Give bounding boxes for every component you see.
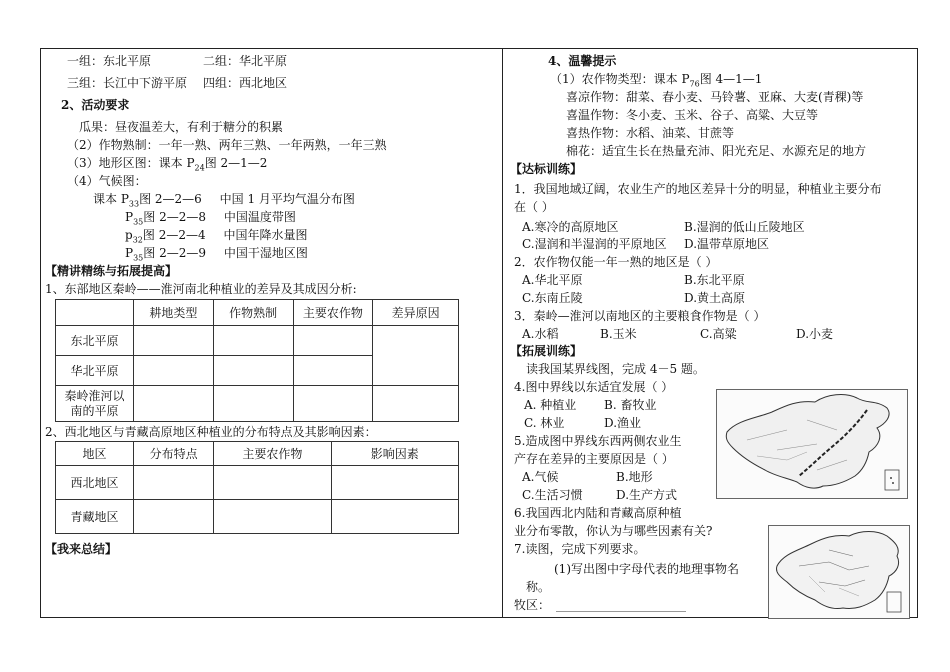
table-row — [56, 386, 459, 422]
section-summary: 【我来总结】 — [45, 542, 118, 556]
pasture-label: 牧区： — [514, 598, 551, 612]
climate-note: （4）气候图： — [67, 174, 147, 188]
hot-crops: 喜热作物：水稻、油菜、甘蔗等 — [566, 126, 735, 140]
table-row — [56, 466, 459, 500]
ref-title: 中国干湿地区图 — [223, 246, 308, 260]
q4-stem: 4.图中界线以东适宜发展（ ） — [514, 380, 674, 394]
melon-note: 瓜果：昼夜温差大，有利于糖分的积累 — [79, 120, 284, 134]
table-2-header-cell: 分布特点 — [134, 442, 214, 466]
ref-prefix: P — [125, 210, 134, 224]
column-divider — [502, 49, 503, 617]
q5-option-b[interactable]: B.地形 — [616, 470, 653, 484]
answer-cell[interactable] — [134, 326, 214, 356]
terrain-page: 24 — [194, 163, 205, 173]
tip-crop-types — [550, 72, 762, 91]
row-label: 西北地区 — [56, 466, 134, 500]
q4-option-d[interactable]: D.渔业 — [604, 416, 642, 430]
q4-option-c[interactable]: C. 林业 — [524, 416, 565, 430]
answer-cell[interactable] — [214, 466, 332, 500]
answer-cell[interactable] — [373, 386, 459, 422]
q4-option-a[interactable]: A. 种植业 — [524, 398, 577, 412]
mc1-option-c[interactable]: C.湿润和半湿润的平原地区 — [522, 237, 667, 251]
terrain-prefix: （3）地形区图：课本 P — [67, 156, 195, 170]
mc3-option-c[interactable]: C.高粱 — [700, 327, 737, 341]
answer-cell[interactable] — [293, 386, 373, 422]
mc3-option-a[interactable]: A.水稻 — [522, 327, 559, 341]
ref-prefix: P — [125, 246, 134, 260]
table-1 — [55, 299, 459, 422]
answer-cell[interactable] — [331, 500, 458, 534]
q4-option-b[interactable]: B. 畜牧业 — [604, 398, 657, 412]
china-regions-map-icon — [769, 526, 909, 618]
tip-page: 76 — [689, 79, 700, 89]
climate-ref-2 — [125, 210, 296, 229]
table-1-header — [56, 300, 459, 326]
answer-cell[interactable] — [373, 326, 459, 386]
table-1-header-cell — [56, 300, 134, 326]
table-row — [56, 326, 459, 356]
q5-option-c[interactable]: C.生活习惯 — [522, 488, 583, 502]
ref-title: 中国年降水量图 — [223, 228, 308, 242]
terrain-fig: 图 2—1—2 — [204, 156, 268, 170]
row-label: 东北平原 — [56, 326, 134, 356]
mc2-option-d[interactable]: D.黄土高原 — [684, 291, 746, 305]
china-outline-map-icon — [717, 390, 907, 498]
table-2 — [55, 441, 459, 534]
cool-crops: 喜凉作物：甜菜、春小麦、马铃薯、亚麻、大麦(青稞)等 — [566, 90, 864, 104]
mc2-option-b[interactable]: B.东北平原 — [684, 273, 745, 287]
ref-fig: 图 2—2—9 — [143, 246, 206, 260]
ripening-note: （2）作物熟制：一年一熟、两年三熟、一年两熟，一年三熟 — [67, 138, 387, 152]
ref-page: 32 — [132, 235, 143, 245]
ref-title: 中国温度带图 — [223, 210, 296, 224]
row-label: 青藏地区 — [56, 500, 134, 534]
section-tuozhan: 【拓展训练】 — [510, 344, 583, 358]
tips-heading: 4、温馨提示 — [548, 54, 617, 68]
table-2-header-cell: 主要农作物 — [214, 442, 332, 466]
answer-cell[interactable] — [134, 500, 214, 534]
mc1-option-a[interactable]: A.寒冷的高原地区 — [522, 220, 619, 234]
table-1-header-cell: 差异原因 — [373, 300, 459, 326]
terrain-note — [67, 156, 267, 175]
tip-prefix: （1）农作物类型：课本 P — [550, 72, 690, 86]
worksheet-page — [40, 48, 918, 618]
q5-stem: 5.造成图中界线东西两侧农业生 — [514, 434, 682, 448]
boundary-line-map — [716, 389, 908, 499]
ref-fig: 图 2—2—4 — [142, 228, 206, 242]
group-3: 三组：长江中下游平原 — [67, 76, 188, 90]
answer-cell[interactable] — [213, 326, 293, 356]
q5-option-a[interactable]: A.气候 — [522, 470, 559, 484]
section-dabiao: 【达标训练】 — [510, 162, 583, 176]
table-1-header-cell: 耕地类型 — [134, 300, 214, 326]
answer-cell[interactable] — [293, 326, 373, 356]
climate-ref-3 — [125, 228, 307, 247]
mc3-option-b[interactable]: B.玉米 — [600, 327, 637, 341]
activity-heading: 2、活动要求 — [61, 98, 130, 112]
mc3-option-d[interactable]: D.小麦 — [796, 327, 834, 341]
ref-fig: 图 2—2—6 — [139, 192, 202, 206]
answer-cell[interactable] — [213, 356, 293, 386]
pasture-answer-line[interactable] — [556, 611, 686, 612]
question-2: 2、西北地区与青藏高原地区种植业的分布特点及其影响因素： — [45, 425, 377, 439]
ref-prefix: 课本 P — [93, 192, 129, 206]
mc1-stem: 1．我国地域辽阔，农业生产的地区差异十分的明显，种植业主要分布 — [514, 182, 882, 196]
row-label: 秦岭淮河以南的平原 — [56, 386, 134, 422]
q7-stem: 7.读图，完成下列要求。 — [514, 542, 646, 556]
group-4: 四组：西北地区 — [203, 76, 288, 90]
right-column — [504, 49, 918, 617]
answer-cell[interactable] — [134, 356, 214, 386]
answer-cell[interactable] — [134, 466, 214, 500]
q6-stem: 6.我国西北内陆和青藏高原种植 — [514, 506, 682, 520]
lettered-region-map — [768, 525, 910, 619]
row-label: 华北平原 — [56, 356, 134, 386]
climate-ref-4 — [125, 246, 308, 265]
question-1: 1、东部地区秦岭——淮河南北种植业的差异及其成因分析: — [45, 282, 357, 296]
ref-page: 35 — [133, 217, 144, 227]
table-2-header-cell: 影响因素 — [331, 442, 458, 466]
answer-cell[interactable] — [134, 386, 214, 422]
ref-page: 33 — [128, 199, 140, 209]
table-row — [56, 500, 459, 534]
table-2-header — [56, 442, 459, 466]
mc3-stem: 3．秦岭—淮河以南地区的主要粮食作物是（ ） — [514, 309, 766, 323]
mc2-option-c[interactable]: C.东南丘陵 — [522, 291, 583, 305]
left-column — [41, 49, 501, 617]
climate-ref-1 — [93, 192, 355, 211]
table-2-header-cell: 地区 — [56, 442, 134, 466]
ref-title: 中国 1 月平均气温分布图 — [219, 192, 355, 206]
tip-fig: 图 4—1—1 — [699, 72, 763, 86]
answer-cell[interactable] — [293, 356, 373, 386]
ref-page: 35 — [133, 253, 144, 263]
cotton-note: 棉花：适宜生长在热量充沛、阳光充足、水源充足的地方 — [566, 144, 867, 158]
temperate-crops: 喜温作物：冬小麦、玉米、谷子、高粱、大豆等 — [566, 108, 819, 122]
q6-stem-cont: 业分布零散，你认为与哪些因素有关? — [514, 524, 713, 538]
read-instruction: 读我国某界线图，完成 4－5 题。 — [526, 362, 705, 376]
section-jingjiang: 【精讲精练与拓展提高】 — [45, 264, 178, 278]
mc1-stem-cont: 在（ ） — [514, 200, 554, 214]
group-1: 一组：东北平原 — [67, 54, 152, 68]
ref-fig: 图 2—2—8 — [143, 210, 206, 224]
mc2-stem: 2．农作物仅能一年一熟的地区是（ ） — [514, 255, 718, 269]
q7-sub: (1)写出图中字母代表的地理事物名 — [554, 562, 739, 576]
mc1-option-b[interactable]: B.湿润的低山丘陵地区 — [684, 220, 805, 234]
answer-cell[interactable] — [213, 386, 293, 422]
table-1-header-cell: 主要农作物 — [293, 300, 373, 326]
q7-sub-cont: 称。 — [526, 580, 551, 594]
q5-stem-cont: 产存在差异的主要原因是（ ） — [514, 452, 674, 466]
answer-cell[interactable] — [331, 466, 458, 500]
ref-prefix: p — [125, 228, 133, 242]
mc2-option-a[interactable]: A.华北平原 — [522, 273, 583, 287]
table-1-header-cell: 作物熟制 — [213, 300, 293, 326]
group-2: 二组：华北平原 — [203, 54, 288, 68]
mc1-option-d[interactable]: D.温带草原地区 — [684, 237, 770, 251]
answer-cell[interactable] — [214, 500, 332, 534]
q5-option-d[interactable]: D.生产方式 — [616, 488, 678, 502]
